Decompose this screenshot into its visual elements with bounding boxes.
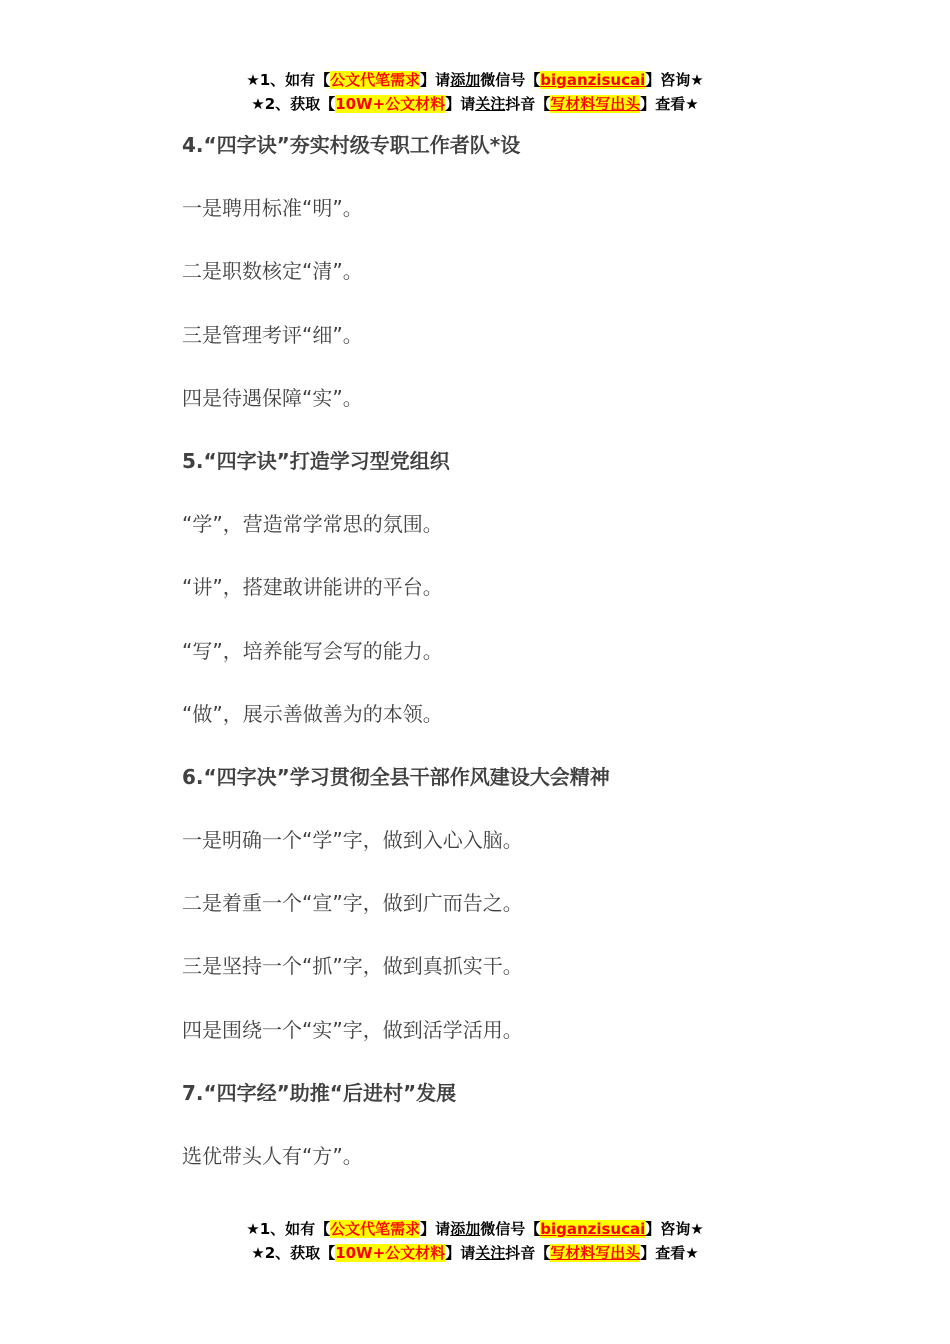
footer-banner xyxy=(0,1217,950,1265)
underlined-text: 关注 xyxy=(475,95,506,113)
highlight-materials: 10W+公文材料 xyxy=(335,1244,446,1262)
star-icon: ★ xyxy=(251,1244,265,1262)
paragraph: 四是待遇保障“实”。 xyxy=(182,385,363,410)
underlined-text: 添加 xyxy=(450,1220,481,1238)
paragraph: 一是聘用标准“明”。 xyxy=(182,196,363,221)
header-banner xyxy=(0,68,950,116)
paragraph: 二是职数核定“清”。 xyxy=(182,259,363,284)
banner-text: 】咨询★ xyxy=(645,1220,704,1238)
banner-text: 2、获取【 xyxy=(264,1244,336,1262)
highlight-materials: 10W+公文材料 xyxy=(335,95,446,113)
banner-text: 】请 xyxy=(420,1220,451,1238)
banner-text: 2、获取【 xyxy=(264,95,336,113)
banner-text: 抖音【 xyxy=(505,1244,551,1262)
banner-text: 微信号【 xyxy=(480,1220,541,1238)
douyin-account-link[interactable]: 写材料写出头 xyxy=(550,1244,641,1262)
banner-text: 】咨询★ xyxy=(645,71,704,89)
underlined-text: 添加 xyxy=(450,71,481,89)
section-heading: 7.“四字经”助推“后进村”发展 xyxy=(182,1080,457,1105)
paragraph: “做”，展示善做善为的本领。 xyxy=(182,701,443,726)
banner-text: 】查看★ xyxy=(640,95,699,113)
underlined-text: 关注 xyxy=(475,1244,506,1262)
section-heading: 6.“四字决”学习贯彻全县干部作风建设大会精神 xyxy=(182,764,610,789)
paragraph: 二是着重一个“宣”字，做到广而告之。 xyxy=(182,891,523,916)
section-heading: 4.“四字诀”夯实村级专职工作者队*设 xyxy=(182,133,521,157)
paragraph: 一是明确一个“学”字，做到入心入脑。 xyxy=(182,828,523,853)
banner-line-1 xyxy=(0,68,950,92)
banner-line-1 xyxy=(0,1217,950,1241)
banner-text: 】请 xyxy=(445,95,476,113)
star-icon: ★ xyxy=(251,95,265,113)
banner-text: 1、如有【 xyxy=(259,71,331,89)
document-body xyxy=(182,125,802,1199)
banner-text: 抖音【 xyxy=(505,95,551,113)
highlight-service: 公文代笔需求 xyxy=(330,1220,421,1238)
paragraph: “讲”，搭建敢讲能讲的平台。 xyxy=(182,575,443,600)
banner-line-2 xyxy=(0,1241,950,1265)
paragraph: 三是管理考评“细”。 xyxy=(182,322,363,347)
banner-text: 】请 xyxy=(445,1244,476,1262)
banner-text: 】请 xyxy=(420,71,451,89)
paragraph: 四是围绕一个“实”字，做到活学活用。 xyxy=(182,1017,523,1042)
paragraph: “写”，培养能写会写的能力。 xyxy=(182,638,443,663)
star-icon: ★ xyxy=(246,1220,260,1238)
paragraph: 选优带头人有“方”。 xyxy=(182,1144,363,1168)
paragraph: 三是坚持一个“抓”字，做到真抓实干。 xyxy=(182,954,523,979)
banner-text: 微信号【 xyxy=(480,71,541,89)
highlight-service: 公文代笔需求 xyxy=(330,71,421,89)
paragraph: “学”，营造常学常思的氛围。 xyxy=(182,512,443,537)
banner-line-2 xyxy=(0,92,950,116)
wechat-id-link[interactable]: biganzisucai xyxy=(540,71,646,89)
star-icon: ★ xyxy=(246,71,260,89)
wechat-id-link[interactable]: biganzisucai xyxy=(540,1220,646,1238)
banner-text: 1、如有【 xyxy=(259,1220,331,1238)
banner-text: 】查看★ xyxy=(640,1244,699,1262)
section-heading: 5.“四字诀”打造学习型党组织 xyxy=(182,448,450,473)
douyin-account-link[interactable]: 写材料写出头 xyxy=(550,95,641,113)
